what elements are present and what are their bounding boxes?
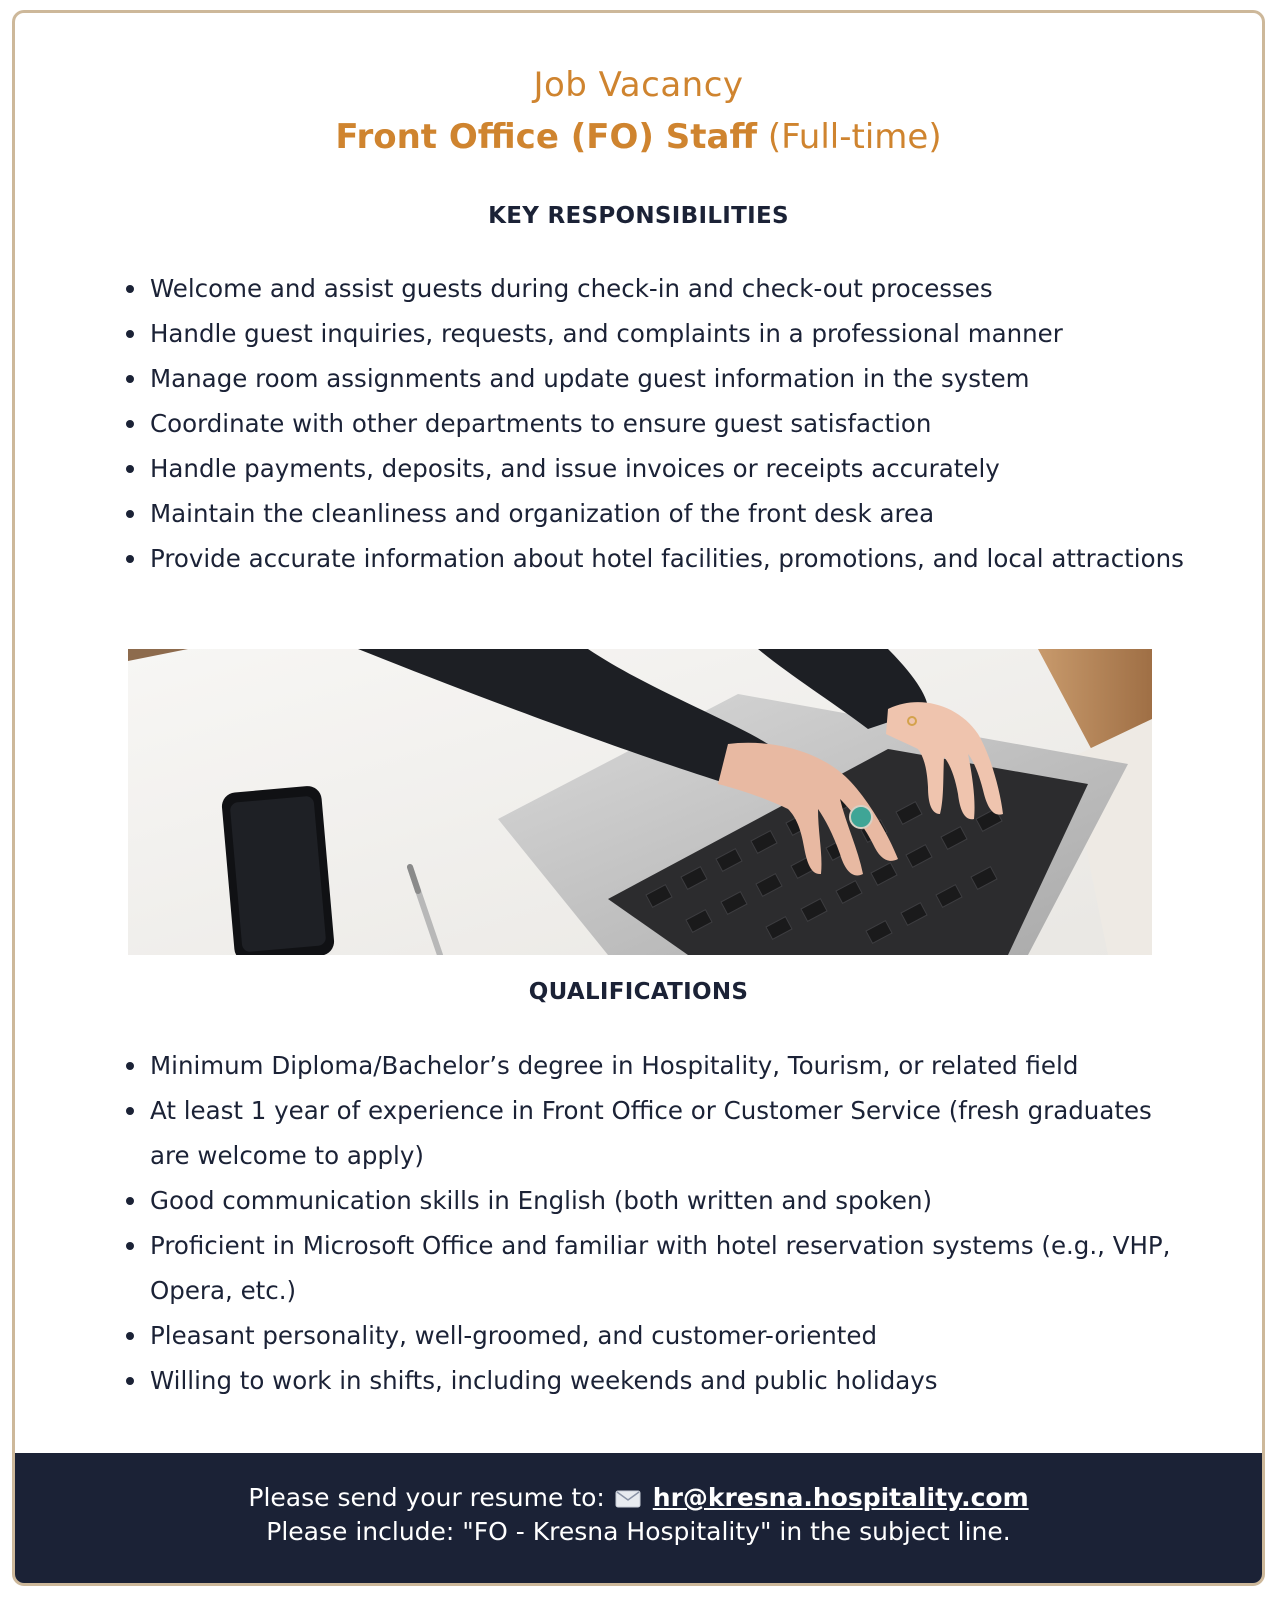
position-title: [15, 117, 1262, 157]
list-item: Proficient in Microsoft Office and familiar with hotel reservation systems (e.g., VHP, Opera, etc.): [124, 1223, 1194, 1313]
resume-instruction: [15, 1483, 1262, 1515]
send-prefix: Please send your resume to:: [248, 1483, 605, 1512]
position-name: Front Office (FO) Staff: [335, 117, 758, 157]
job-vacancy-poster: [12, 10, 1265, 1586]
list-item: Manage room assignments and update guest information in the system: [124, 356, 1194, 401]
list-item: Welcome and assist guests during check-in and check-out processes: [124, 266, 1194, 311]
list-item: Willing to work in shifts, including weekends and public holidays: [124, 1358, 1194, 1403]
typing-on-laptop-photo: [128, 649, 1152, 955]
email-link[interactable]: hr@kresna.hospitality.com: [652, 1483, 1029, 1512]
qualifications-list: [124, 1043, 1194, 1403]
subject-line-note: Please include: "FO - Kresna Hospitality" in the subject line.: [266, 1517, 1011, 1546]
list-item: Coordinate with other departments to ensure guest satisfaction: [124, 401, 1194, 446]
qualifications-heading: QUALIFICATIONS: [528, 979, 749, 1005]
list-item: Provide accurate information about hotel facilities, promotions, and local attractions: [124, 536, 1194, 581]
list-item: Good communication skills in English (both written and spoken): [124, 1178, 1194, 1223]
responsibilities-list: [124, 266, 1194, 581]
envelope-icon: [615, 1486, 641, 1515]
responsibilities-heading: KEY RESPONSIBILITIES: [488, 203, 789, 229]
list-item: Pleasant personality, well-groomed, and customer-oriented: [124, 1313, 1194, 1358]
list-item: Minimum Diploma/Bachelor’s degree in Hospitality, Tourism, or related field: [124, 1043, 1194, 1088]
list-item: Handle payments, deposits, and issue invoices or receipts accurately: [124, 446, 1194, 491]
list-item: At least 1 year of experience in Front Office or Customer Service (fresh graduates are welcome to apply): [124, 1088, 1194, 1178]
poster-title: Job Vacancy: [533, 65, 744, 105]
list-item: Handle guest inquiries, requests, and complaints in a professional manner: [124, 311, 1194, 356]
employment-type: (Full-time): [767, 117, 942, 157]
footer-contact: [15, 1453, 1262, 1583]
list-item: Maintain the cleanliness and organization of the front desk area: [124, 491, 1194, 536]
